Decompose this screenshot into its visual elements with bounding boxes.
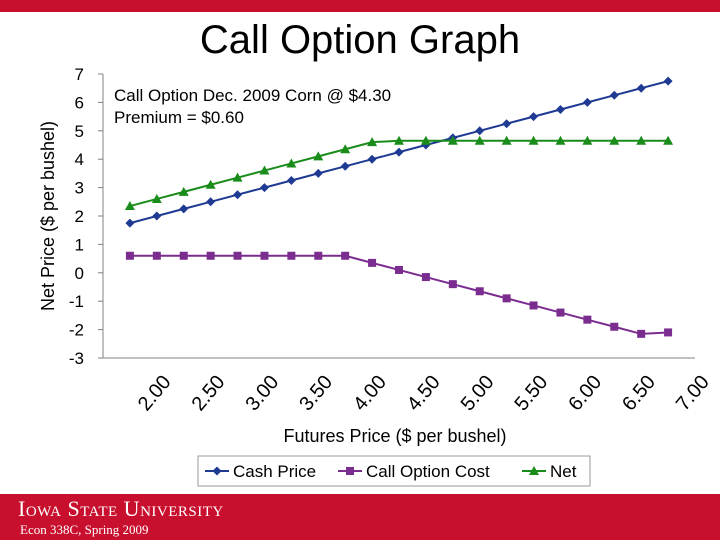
x-tick-label: 3.50 <box>295 371 338 416</box>
x-tick-label: 2.00 <box>133 371 176 416</box>
chart-annotation-line1: Call Option Dec. 2009 Corn @ $4.30 <box>114 86 392 105</box>
y-tick-label: 5 <box>74 121 84 141</box>
y-tick-label: 3 <box>74 178 84 198</box>
call-option-cost-data-point <box>664 328 672 336</box>
call-option-cost-data-point <box>503 294 511 302</box>
cash-price-data-point <box>233 190 242 199</box>
y-tick-label: 4 <box>74 150 84 170</box>
call-option-cost-data-point <box>207 252 215 260</box>
call-option-cost-data-point <box>314 252 322 260</box>
call-option-cost-data-point <box>287 252 295 260</box>
legend-label-net: Net <box>550 462 577 481</box>
x-tick-label: 3.00 <box>241 371 284 416</box>
y-tick-label: 7 <box>74 65 84 84</box>
university-logo: Iowa State University <box>18 496 224 521</box>
x-axis-title: Futures Price ($ per bushel) <box>283 426 507 446</box>
x-tick-label: 6.00 <box>564 371 607 416</box>
cash-price-data-point <box>368 155 377 164</box>
cash-price-data-point <box>395 148 404 157</box>
cash-price-data-point <box>179 204 188 213</box>
y-tick-label: -3 <box>68 349 84 368</box>
y-tick-label: 2 <box>74 207 84 226</box>
call-option-cost-data-point <box>126 252 134 260</box>
cash-price-data-point <box>287 176 296 185</box>
y-tick-label: -2 <box>68 320 84 340</box>
call-option-cost-data-point <box>341 252 349 260</box>
call-option-cost-data-point <box>234 252 242 260</box>
call-option-cost-data-point <box>368 259 376 267</box>
x-tick-label: 7.00 <box>671 371 714 416</box>
cash-price-data-point <box>637 84 646 93</box>
cash-price-data-point <box>502 119 511 128</box>
x-tick-label: 5.00 <box>456 371 499 416</box>
legend-label-call-option-cost: Call Option Cost <box>366 462 490 481</box>
call-option-cost-data-point <box>395 266 403 274</box>
cash-price-data-point <box>125 219 134 228</box>
cash-price-data-point <box>664 77 673 86</box>
slide-title: Call Option Graph <box>199 18 521 62</box>
call-option-cost-data-point <box>422 273 430 281</box>
cash-price-data-point <box>260 183 269 192</box>
chart-annotation-line2: Premium = $0.60 <box>114 108 244 127</box>
call-option-cost-data-point <box>583 316 591 324</box>
cash-price-data-point <box>610 91 619 100</box>
call-option-cost-data-point <box>556 309 564 317</box>
cash-price-data-point <box>341 162 350 171</box>
call-option-chart <box>0 60 720 490</box>
x-tick-label: 6.50 <box>618 371 661 416</box>
call-option-cost-data-point <box>153 252 161 260</box>
cash-price-data-point <box>206 197 215 206</box>
y-tick-label: -1 <box>68 292 84 312</box>
call-option-cost-data-point <box>449 280 457 288</box>
cash-price-data-point <box>314 169 323 178</box>
call-option-cost-data-point <box>260 252 268 260</box>
call-option-cost-legend-marker <box>346 467 354 475</box>
cash-price-data-point <box>529 112 538 121</box>
cash-price-data-point <box>556 105 565 114</box>
y-tick-label: 0 <box>74 263 84 283</box>
chart-legend <box>198 456 590 486</box>
x-tick-label: 5.50 <box>510 371 553 416</box>
call-option-cost-data-point <box>530 301 538 309</box>
x-tick-label: 4.00 <box>349 371 391 416</box>
call-option-cost-data-point <box>476 287 484 295</box>
course-label: Econ 338C, Spring 2009 <box>20 522 149 537</box>
x-tick-label: 4.50 <box>402 371 445 416</box>
y-axis-title: Net Price ($ per bushel) <box>38 120 58 312</box>
cash-price-data-point <box>475 126 484 135</box>
top-accent-band <box>0 0 720 12</box>
cash-price-data-point <box>152 212 161 221</box>
footer-band <box>0 494 720 540</box>
x-tick-label: 2.50 <box>187 371 230 416</box>
cash-price-data-point <box>583 98 592 107</box>
y-tick-label: 1 <box>74 235 84 255</box>
legend-label-cash-price: Cash Price <box>233 462 317 481</box>
call-option-cost-data-point <box>180 252 188 260</box>
y-tick-label: 6 <box>74 93 84 113</box>
call-option-cost-data-point <box>610 323 618 331</box>
call-option-cost-data-point <box>637 330 645 338</box>
